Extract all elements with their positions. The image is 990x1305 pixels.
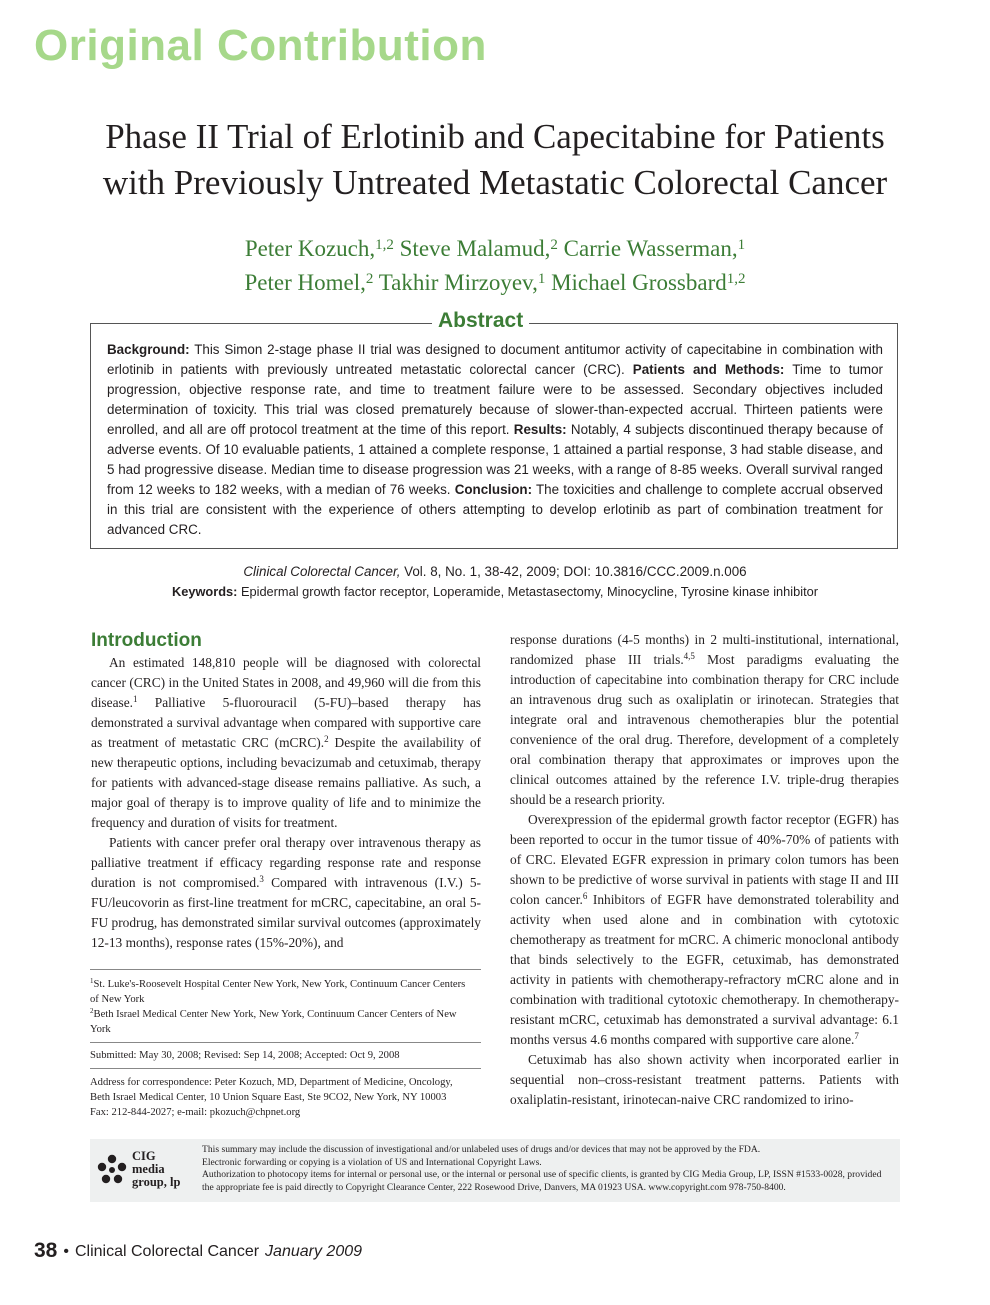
- correspondence-address: Address for correspondence: Peter Kozuch, MD, Department of Medicine, Oncology, Beth Israel Medical Center, 10 Union Square East, Ste 9CO2, New York, NY 10003: [90, 1077, 453, 1103]
- logo-line: group, lp: [132, 1175, 181, 1189]
- intro-paragraph-4: Cetuximab has also shown activity when incorporated earlier in sequential non–cross-resistant treatment patterns. Patients with oxaliplatin-resistant, irinotecan-naive CRC randomized to irino-: [510, 1052, 899, 1107]
- legal-notice-text: [202, 1144, 892, 1194]
- reference-marker: 4,5: [683, 651, 695, 661]
- footnote-divider: [90, 1042, 481, 1043]
- reference-marker: 3: [259, 874, 264, 884]
- abstract-label-background: Background:: [107, 342, 190, 357]
- abstract-body: [107, 340, 883, 540]
- abstract-conclusion: The toxicities and challenge to complete accrual observed in this trial are consistent with the experience of others attempting to develop erlotinib as part of combination treatment for advanced CRC.: [107, 482, 883, 537]
- body-column-left: [91, 653, 481, 953]
- author-name: Steve Malamud,: [393, 236, 551, 261]
- text-run: Despite the availability of new therapeutic options, including bevacizumab and cetuximab, therapy for patients with advanced-stage disease remains palliative. As such, a major goal of therapy is to improve quality of life and to minimize the frequency and duration of visits for treatment.: [91, 735, 482, 830]
- footnote-divider: [90, 969, 481, 970]
- footer-bullet: •: [63, 1243, 69, 1260]
- citation-line: [90, 563, 900, 581]
- abstract-methods: Time to tumor progression, objective response rate, and time to treatment failure were to be assessed. Secondary objectives included determination of toxicity. This trial was closed prematurely because of slower-than-expected accrual. Thirteen patients were enrolled, and all are off protocol treatment at the time of this report.: [107, 362, 883, 437]
- abstract-heading: Abstract: [432, 308, 529, 334]
- abstract-results: Notably, 4 subjects discontinued therapy because of adverse events. Of 10 evaluable patients, 1 attained a complete response, 1 attained a partial response, 3 had stable disease, and 5 had progressive disease. Median time to disease progression was 21 weeks, with a range of 8-85 weeks. Overall survival ranged from 12 weeks to 182 weeks, with a median of 76 weeks.: [107, 422, 883, 497]
- text-run: response durations (4-5 months) in 2 multi-institutional, international, randomized phase III trials.: [510, 632, 899, 667]
- correspondence-contact: Fax: 212-844-2027; e-mail: pkozuch@chpnet.org: [90, 1107, 301, 1118]
- affiliation-marker: 1,2: [726, 271, 746, 287]
- footnote-divider: [90, 1068, 481, 1069]
- footnote-text: St. Luke's-Roosevelt Hospital Center New York, New York, Continuum Cancer Centers of New York: [90, 979, 466, 1005]
- reference-marker: 2: [324, 734, 329, 744]
- abstract-label-results: Results:: [513, 422, 567, 437]
- text-run: Palliative 5-fluorouracil (5-FU)–based therapy has demonstrated a survival advantage when compared with supportive care as treatment of metastatic CRC (mCRC).: [91, 695, 481, 750]
- abstract-label-methods: Patients and Methods:: [632, 362, 785, 377]
- author-name: Peter Homel,: [244, 270, 366, 295]
- intro-paragraph-2-continued: [510, 630, 899, 810]
- title-line-1: Phase II Trial of Erlotinib and Capecitabine for Patients: [105, 117, 885, 156]
- page-number: 38: [34, 1239, 58, 1262]
- author-line-1: [90, 230, 900, 264]
- affiliation-marker: 2: [550, 237, 558, 253]
- footer-date: January 2009: [265, 1243, 363, 1260]
- keywords-list: Epidermal growth factor receptor, Loperamide, Metastasectomy, Minocycline, Tyrosine kinase inhibitor: [237, 584, 819, 599]
- keywords-label: Keywords:: [171, 584, 238, 599]
- logo-line: CIG: [132, 1149, 156, 1163]
- logo-line: media: [132, 1162, 165, 1176]
- title-line-2: with Previously Untreated Metastatic Colorectal Cancer: [102, 163, 888, 202]
- citation-journal: Clinical Colorectal Cancer,: [243, 564, 401, 579]
- body-column-right: [510, 630, 899, 1110]
- author-line-2: [90, 264, 900, 298]
- affiliation-marker: 1: [90, 977, 94, 985]
- intro-paragraph-2: [91, 833, 481, 953]
- publisher-logo: [94, 1150, 194, 1194]
- publisher-logo-icon: [94, 1152, 130, 1188]
- abstract-background: This Simon 2-stage phase II trial was designed to document antitumor activity of capecitabine in combination with erlotinib in patients with previously untreated metastatic colorectal cancer (CRC).: [107, 342, 883, 377]
- section-banner: Original Contribution: [34, 21, 487, 70]
- legal-line-copyright: Electronic forwarding or copying is a violation of US and International Copyright Laws.: [202, 1156, 542, 1168]
- text-run: Most paradigms evaluating the introduction of capecitabine into combination therapy for CRC include an intravenous drug such as oxaliplatin or irinotecan. Strategies that integrate oral and intravenous chemotherapies blur the potential convenience of the oral drug. Therefore, development of a completely oral combination therapy that approximates or improves upon the clinical outcomes attained by the reference I.V. triple-drug therapies should be a research priority.: [510, 652, 899, 807]
- text-run: An estimated 148,810 people will be diagnosed with colorectal cancer (CRC) in the United States in 2008, and 49,960 will die from this disease.: [91, 655, 481, 710]
- page-footer: [34, 1238, 362, 1265]
- footnote-dates: Submitted: May 30, 2008; Revised: Sep 14, 2008; Accepted: Oct 9, 2008: [90, 1050, 400, 1061]
- footnote-text: Beth Israel Medical Center New York, New York, Continuum Cancer Centers of New York: [90, 1009, 457, 1035]
- author-name: Peter Kozuch,: [244, 236, 376, 261]
- publisher-logo-text: [132, 1150, 180, 1189]
- affiliation-marker: 2: [365, 271, 374, 287]
- legal-line-fda: This summary may include the discussion of investigational and/or unlabeled uses of drugs and/or devices that may not be approved by the FDA.: [202, 1144, 761, 1155]
- text-run: Compared with intravenous (I.V.) 5-FU/leucovorin as first-line treatment for mCRC, capecitabine, an oral 5-FU prodrug, has demonstrated similar survival outcomes (approximately 12-13 months), response rates (15%-20%), and: [91, 875, 482, 950]
- footnote-affiliation-2: [90, 1007, 468, 1037]
- text-run: Inhibitors of EGFR have demonstrated tolerability and activity when used alone and in combination with cytotoxic chemotherapy as treatment for mCRC. A chimeric monoclonal antibody that binds selectively to the EGFR, cetuximab, has demonstrated activity in patients with chemotherapy-refractory mCRC alone and in combination with traditional cytotoxic chemotherapy. In chemotherapy-resistant mCRC, cetuximab has demonstrated a survival advantage: 6.1 months versus 4.6 months compared with supportive care alone.: [510, 892, 899, 1047]
- text-run: Patients with cancer prefer oral therapy over intravenous therapy as palliative treatment if efficacy regarding response rate and response duration is not compromised.: [91, 835, 481, 890]
- author-name: Takhir Mirzoyev,: [373, 270, 538, 295]
- affiliation-marker: 1: [737, 237, 746, 253]
- citation-details: Vol. 8, No. 1, 38-42, 2009; DOI: 10.3816/CCC.2009.n.006: [400, 564, 747, 579]
- author-name: Carrie Wasserman,: [557, 236, 738, 261]
- affiliation-marker: 2: [90, 1007, 94, 1015]
- abstract-label-conclusion: Conclusion:: [454, 482, 533, 497]
- intro-paragraph-3: [510, 810, 899, 1050]
- reference-marker: 7: [854, 1031, 859, 1041]
- footer-journal: Clinical Colorectal Cancer: [74, 1243, 260, 1260]
- article-title: [60, 114, 930, 206]
- reference-marker: 1: [133, 694, 138, 704]
- reference-marker: 6: [582, 891, 588, 901]
- affiliation-marker: 1: [537, 271, 546, 287]
- footnote-affiliation-1: [90, 977, 468, 1007]
- introduction-heading: Introduction: [91, 630, 202, 651]
- keywords-line: [90, 583, 900, 601]
- author-list: [90, 230, 900, 298]
- affiliation-marker: 1,2: [375, 237, 394, 253]
- legal-line-authorization: Authorization to photocopy items for internal or personal use, or the internal or personal use of specific clients, is granted by CIG Media Group, LP, ISSN #1533-0028, provided the appropriate fee is paid directly to Copyright Clearance Center, 222 Rosewood Drive, Danvers, MA 01923 USA. www.copyright.com 978-750-8400.: [202, 1169, 882, 1193]
- footnote-correspondence: [90, 1075, 468, 1120]
- text-run: Overexpression of the epidermal growth factor receptor (EGFR) has been reported to occur in the tumor tissue of 40%-70% of patients with of CRC. Elevated EGFR expression in primary colon tumors has been shown to be predictive of worse survival in patients with stage II and III colon cancer.: [510, 812, 899, 907]
- author-name: Michael Grossbard: [545, 270, 727, 295]
- intro-paragraph-1: [91, 653, 481, 833]
